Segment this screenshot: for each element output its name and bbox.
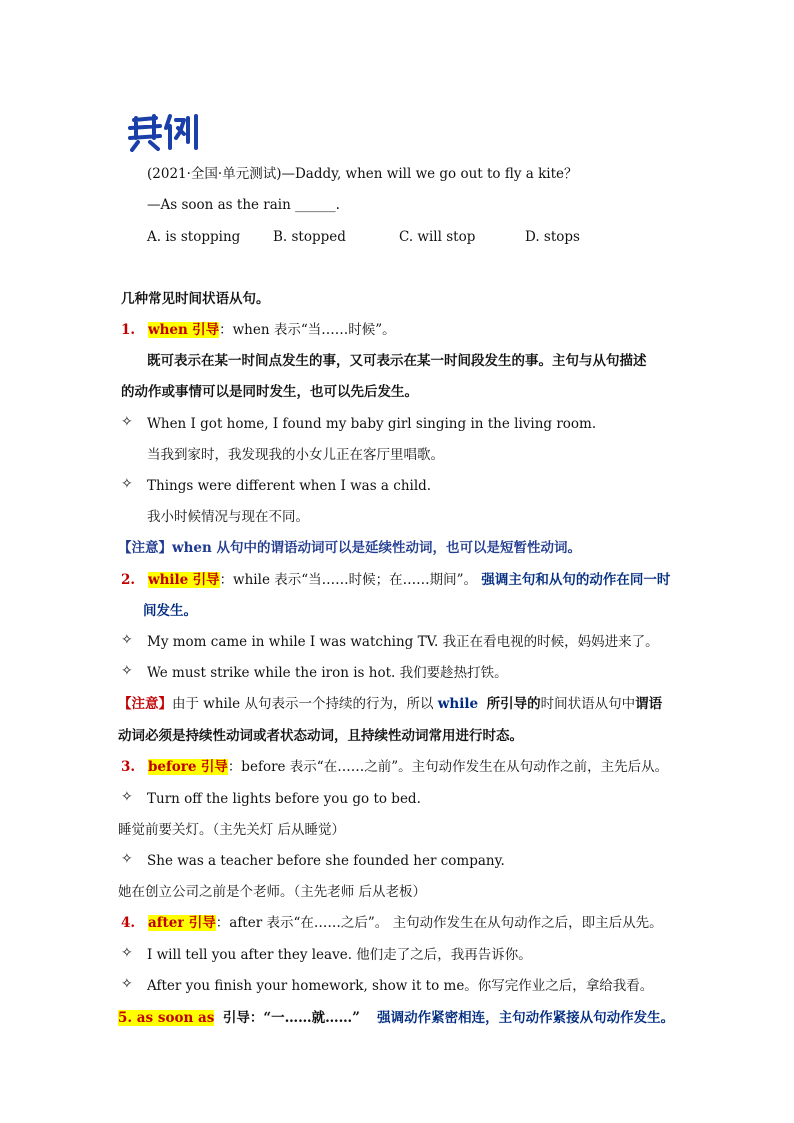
bullet-diamond-icon: ✧ bbox=[121, 851, 133, 867]
when-heading bbox=[121, 321, 396, 339]
before-example-2-cn: 她在创立公司之前是个老师。（主先老师 后从老板） bbox=[118, 884, 427, 900]
bullet-diamond-icon: ✧ bbox=[121, 663, 133, 679]
while-example-2: We must strike while the iron is hot. 我们要趁热打铁。 bbox=[147, 665, 508, 681]
asap-description: 强调动作紧密相连，主句动作紧接从句动作发生。 bbox=[377, 1010, 675, 1026]
when-definition: ：when 表示“当……时候”。 bbox=[219, 322, 396, 338]
while-note-tag: 【注意】 bbox=[118, 696, 172, 712]
while-keyword: while bbox=[147, 572, 189, 588]
while-lead: 引导 bbox=[192, 572, 220, 588]
while-note bbox=[118, 695, 662, 713]
while-note-c: 所引导的 bbox=[486, 696, 541, 712]
after-heading bbox=[121, 914, 663, 932]
bullet-diamond-icon: ✧ bbox=[121, 476, 133, 492]
after-keyword: after bbox=[147, 915, 185, 931]
before-example-2: She was a teacher before she founded her company. bbox=[147, 853, 505, 869]
before-example-1: Turn off the lights before you go to bed. bbox=[147, 791, 421, 807]
option-b: B. stopped bbox=[273, 229, 346, 245]
while-note-e: 谓语 bbox=[635, 696, 663, 712]
bullet-diamond-icon: ✧ bbox=[121, 945, 133, 961]
after-example-2: After you finish your homework, show it to me。你写完作业之后，拿给我看。 bbox=[147, 978, 654, 994]
when-number: 1. bbox=[121, 322, 136, 338]
before-heading bbox=[121, 758, 668, 776]
when-lead: 引导 bbox=[192, 322, 220, 338]
after-number: 4. bbox=[121, 915, 136, 931]
while-note-b: while bbox=[437, 696, 479, 712]
while-note-a: 由于 while 从句表示一个持续的行为，所以 bbox=[172, 696, 434, 712]
asap-definition: ：“一……就……” bbox=[249, 1010, 360, 1026]
while-note-2: 动词必须是持续性动词或者状态动词，且持续性动词常用进行时态。 bbox=[118, 728, 523, 744]
while-definition: ：while 表示“当……时候；在……期间”。 bbox=[219, 572, 478, 588]
example-question: (2021·全国·单元测试)—Daddy, when will we go out to fly a kite？ bbox=[147, 166, 578, 182]
option-c: C. will stop bbox=[399, 229, 476, 245]
option-d: D. stops bbox=[525, 229, 580, 245]
bullet-diamond-icon: ✧ bbox=[121, 789, 133, 805]
asap-keyword: 5. as soon as bbox=[118, 1010, 215, 1026]
while-heading bbox=[121, 571, 670, 589]
after-definition: ：after 表示“在……之后”。 主句动作发生在从句动作之后，即主后从先。 bbox=[215, 915, 663, 931]
example-answer-line: —As soon as the rain ______. bbox=[147, 197, 340, 213]
example-logo-icon bbox=[126, 112, 200, 152]
while-number: 2. bbox=[121, 572, 136, 588]
before-example-1-cn: 睡觉前要关灯。（主先关灯 后从睡觉） bbox=[118, 822, 346, 838]
bullet-diamond-icon: ✧ bbox=[121, 632, 133, 648]
while-example-1: My mom came in while I was watching TV. 我正在看电视的时候，妈妈进来了。 bbox=[147, 634, 659, 650]
after-lead: 引导 bbox=[188, 915, 216, 931]
when-example-1-cn: 当我到家时，我发现我的小女儿正在客厅里唱歌。 bbox=[147, 447, 444, 463]
option-a: A. is stopping bbox=[147, 229, 241, 245]
before-number: 3. bbox=[121, 759, 136, 775]
when-desc-2: 的动作或事情可以是同时发生，也可以先后发生。 bbox=[121, 384, 418, 400]
before-definition: ：before 表示“在……之前”。主句动作发生在从句动作之前，主先后从。 bbox=[227, 759, 669, 775]
section-title: 几种常见时间状语从句。 bbox=[121, 291, 270, 307]
before-keyword: before bbox=[147, 759, 197, 775]
when-example-1: When I got home, I found my baby girl singing in the living room. bbox=[147, 416, 597, 432]
while-emphasis: 强调主句和从句的动作在同一时 bbox=[481, 572, 671, 588]
bullet-diamond-icon: ✧ bbox=[121, 414, 133, 430]
when-example-2-cn: 我小时候情况与现在不同。 bbox=[147, 509, 309, 525]
when-desc-1: 既可表示在某一时间点发生的事，又可表示在某一时间段发生的事。主句与从句描述 bbox=[147, 353, 647, 369]
while-definition-2: 间发生。 bbox=[143, 603, 197, 619]
when-keyword: when bbox=[147, 322, 188, 338]
when-note: 【注意】when 从句中的谓语动词可以是延续性动词，也可以是短暂性动词。 bbox=[118, 540, 582, 556]
asap-lead: 引导 bbox=[222, 1010, 250, 1026]
bullet-diamond-icon: ✧ bbox=[121, 976, 133, 992]
after-example-1: I will tell you after they leave. 他们走了之后，我再告诉你。 bbox=[147, 947, 532, 963]
while-note-d: 时间状语从句中 bbox=[540, 696, 636, 712]
before-lead: 引导 bbox=[200, 759, 228, 775]
asap-heading bbox=[118, 1009, 674, 1027]
when-example-2: Things were different when I was a child. bbox=[147, 478, 432, 494]
